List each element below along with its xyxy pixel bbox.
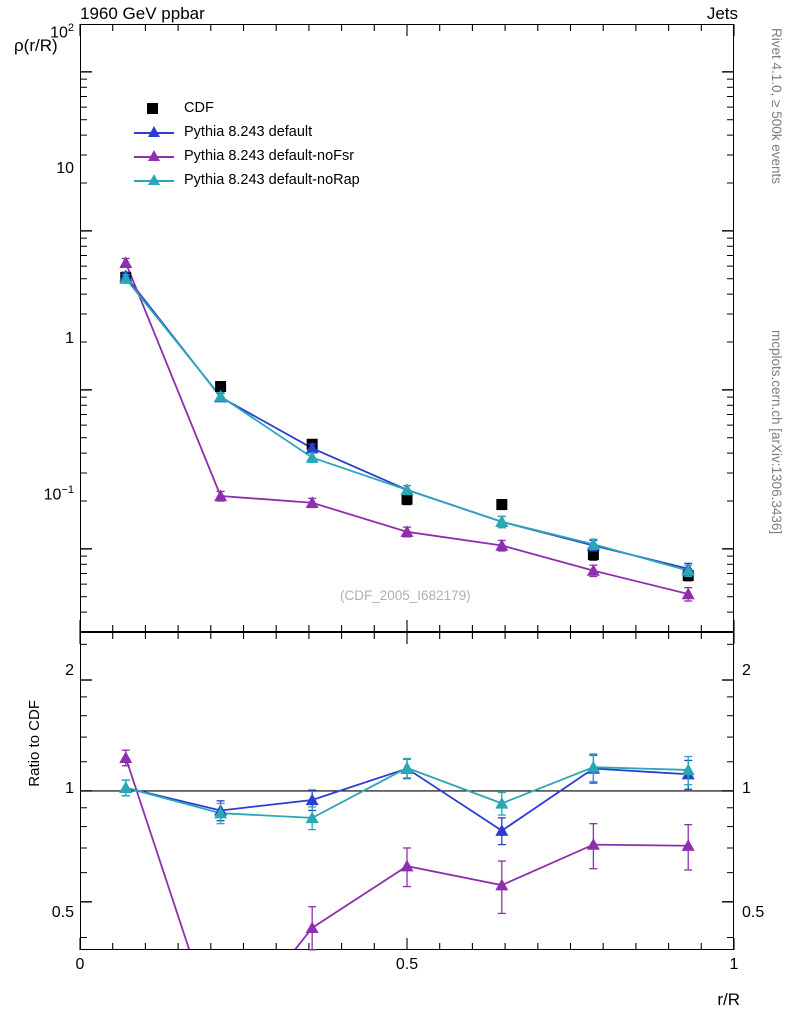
legend-label: Pythia 8.243 default-noFsr — [184, 148, 355, 164]
x-tick-label: 0 — [75, 956, 85, 973]
ratio-data-point — [306, 921, 319, 933]
x-tick-label: 1 — [729, 956, 739, 973]
x-tick-label: 0.5 — [395, 956, 419, 973]
series-line-1 — [126, 276, 688, 569]
ratio-data-point — [495, 797, 508, 809]
ratio-data-point — [401, 761, 414, 773]
legend-label: Pythia 8.243 default-noRap — [184, 172, 360, 188]
mcplots-source-label: mcplots.cern.ch [arXiv:1306.3436] — [769, 330, 784, 535]
ratio-data-point — [119, 781, 132, 793]
y-axis-title: ρ(r/R) — [14, 36, 58, 55]
y-tick-label: 1 — [65, 330, 74, 347]
series-line-2 — [126, 263, 688, 594]
rivet-version-label: Rivet 4.1.0, ≥ 500k events — [769, 28, 784, 184]
ratio-y-tick-label-right: 1 — [742, 780, 751, 797]
ratio-data-point — [119, 751, 132, 763]
x-axis-title: r/R — [717, 990, 740, 1009]
legend-label: Pythia 8.243 default — [184, 124, 313, 140]
ratio-y-tick-label: 1 — [65, 780, 74, 797]
ratio-y-tick-label-right: 0.5 — [742, 904, 765, 921]
ratio-y-tick-label: 0.5 — [51, 904, 74, 921]
y-tick-label: $10^{-1}$ — [43, 484, 74, 504]
ratio-line-1 — [126, 758, 688, 1024]
y-tick-label: 10 — [56, 160, 74, 177]
ratio-y-tick-label: 2 — [65, 662, 74, 679]
ratio-data-point — [495, 824, 508, 836]
data-point-square — [402, 494, 413, 505]
ratio-data-point — [401, 860, 414, 872]
analysis-id-watermark: (CDF_2005_I682179) — [340, 588, 471, 603]
data-point-triangle — [119, 256, 132, 268]
header-right-label: Jets — [706, 4, 738, 23]
ratio-y-axis-title: Ratio to CDF — [26, 700, 43, 787]
legend-label: CDF — [184, 100, 214, 116]
y-tick-label: $10^2$ — [50, 22, 74, 42]
ratio-y-tick-label-right: 2 — [742, 662, 751, 679]
data-point-square — [496, 499, 507, 510]
data-point-triangle — [214, 490, 227, 502]
header-left-label: 1960 GeV ppbar — [80, 4, 205, 23]
